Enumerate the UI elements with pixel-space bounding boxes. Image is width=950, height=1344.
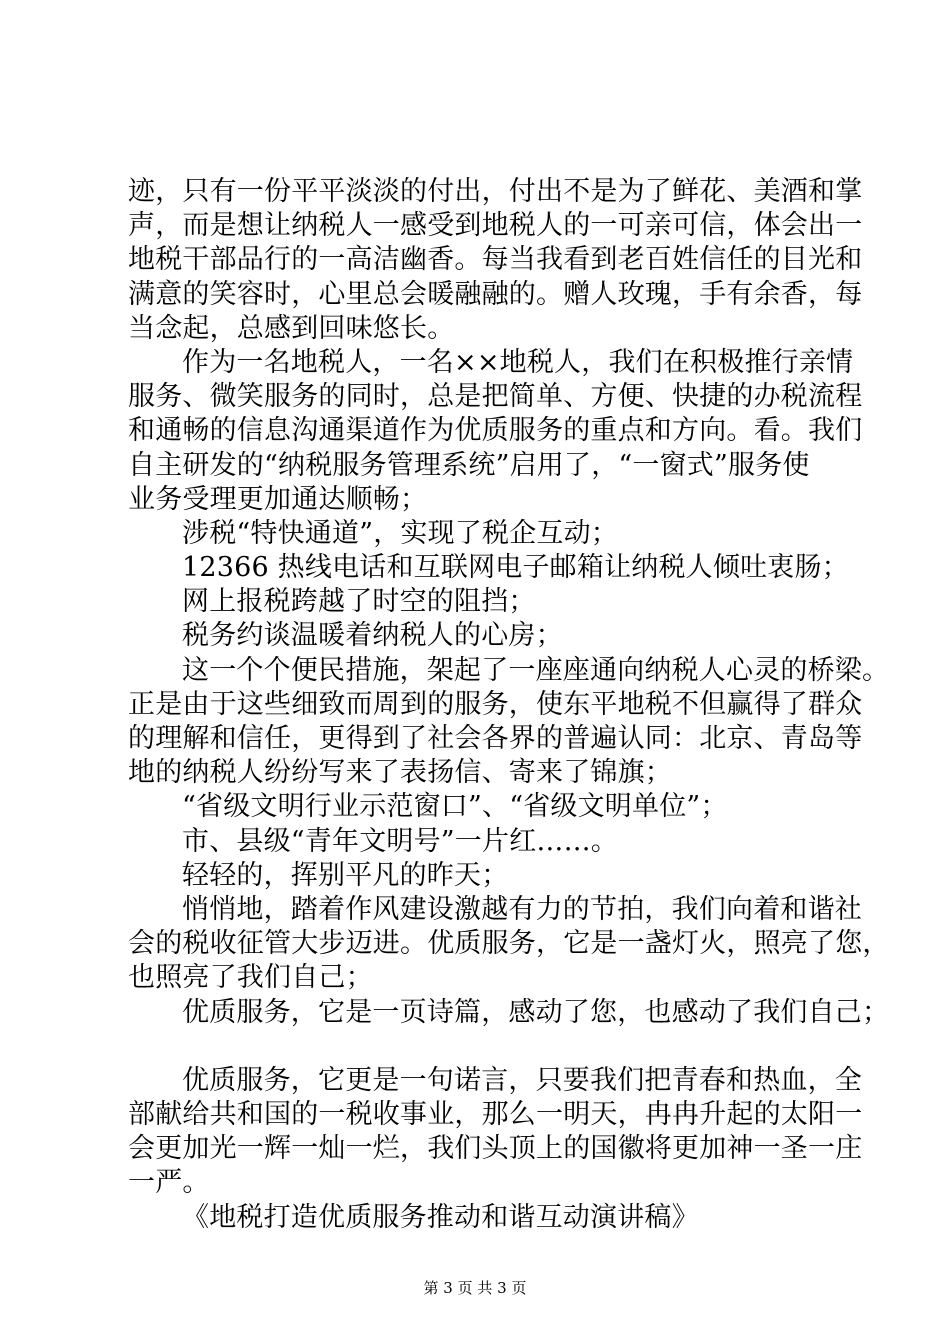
document-body bbox=[128, 175, 890, 1235]
text-line: 会的税收征管大步迈进。优质服务，它是一盏灯火，照亮了您， bbox=[128, 928, 890, 960]
text-line: 优质服务，它更是一句诺言，只要我们把青春和热血，全 bbox=[182, 1064, 862, 1096]
text-line: 和通畅的信息沟通渠道作为优质服务的重点和方向。看。我们 bbox=[128, 415, 863, 447]
text-line: 优质服务，它是一页诗篇，感动了您，也感动了我们自己； bbox=[182, 996, 890, 1028]
text-line: 网上报税跨越了时空的阻挡； bbox=[182, 586, 536, 618]
text-line: 地的纳税人纷纷写来了表扬信、寄来了锦旗； bbox=[128, 757, 672, 789]
text-line: 12366 热线电话和互联网电子邮箱让纳税人倾吐衷肠； bbox=[182, 552, 849, 584]
text-line: 地税干部品行的一高洁幽香。每当我看到老百姓信任的目光和 bbox=[128, 244, 863, 276]
page-footer: 第 3 页 共 3 页 bbox=[423, 1279, 527, 1297]
text-line: 迹，只有一份平平淡淡的付出，付出不是为了鲜花、美酒和掌 bbox=[128, 176, 863, 207]
text-line: 市、县级“青年文明号”一片红……。 bbox=[182, 825, 619, 857]
text-line: 服务、微笑服务的同时，总是把简单、方便、快捷的办税流程 bbox=[128, 381, 863, 413]
text-line: 悄悄地，踏着作风建设激越有力的节拍，我们向着和谐社 bbox=[182, 893, 862, 925]
text-line: 声，而是想让纳税人一感受到地税人的一可亲可信，体会出一 bbox=[128, 210, 863, 242]
text-line: 满意的笑容时，心里总会暖融融的。赠人玫瑰，手有余香，每 bbox=[128, 278, 863, 310]
text-line bbox=[128, 1030, 840, 1064]
text-line: 部献给共和国的一税收事业，那么一明天，冉冉升起的太阳一 bbox=[128, 1099, 863, 1131]
text-line: 也照亮了我们自己； bbox=[128, 962, 373, 994]
text-line: 税务约谈温暖着纳税人的心房； bbox=[182, 620, 563, 652]
text-line: 《地税打造优质服务推动和谐互动演讲稿》 bbox=[182, 1201, 699, 1233]
text-line: 涉税“特快通道”，实现了税企互动； bbox=[182, 517, 619, 549]
text-line: 的理解和信任，更得到了社会各界的普遍认同：北京、青岛等 bbox=[128, 723, 863, 754]
text-line: 会更加光一辉一灿一烂，我们头顶上的国徽将更加神一圣一庄 bbox=[128, 1133, 863, 1165]
text-line: 作为一名地税人，一名××地税人，我们在积极推行亲情 bbox=[182, 346, 854, 378]
text-line: 正是由于这些细致而周到的服务，使东平地税不但赢得了群众 bbox=[128, 688, 863, 720]
text-line: “省级文明行业示范窗口”、“省级文明单位”； bbox=[182, 791, 728, 823]
text-line: 轻轻的，挥别平凡的昨天； bbox=[182, 859, 509, 891]
text-line: 自主研发的“纳税服务管理系统”启用了，“一窗式”服务使 bbox=[128, 449, 810, 481]
text-line: 一严。 bbox=[128, 1167, 210, 1199]
text-line: 当念起，总感到回味悠长。 bbox=[128, 312, 455, 344]
text-line: 这一个个便民措施，架起了一座座通向纳税人心灵的桥梁。 bbox=[182, 654, 890, 686]
text-line: 业务受理更加通达顺畅； bbox=[128, 483, 428, 515]
